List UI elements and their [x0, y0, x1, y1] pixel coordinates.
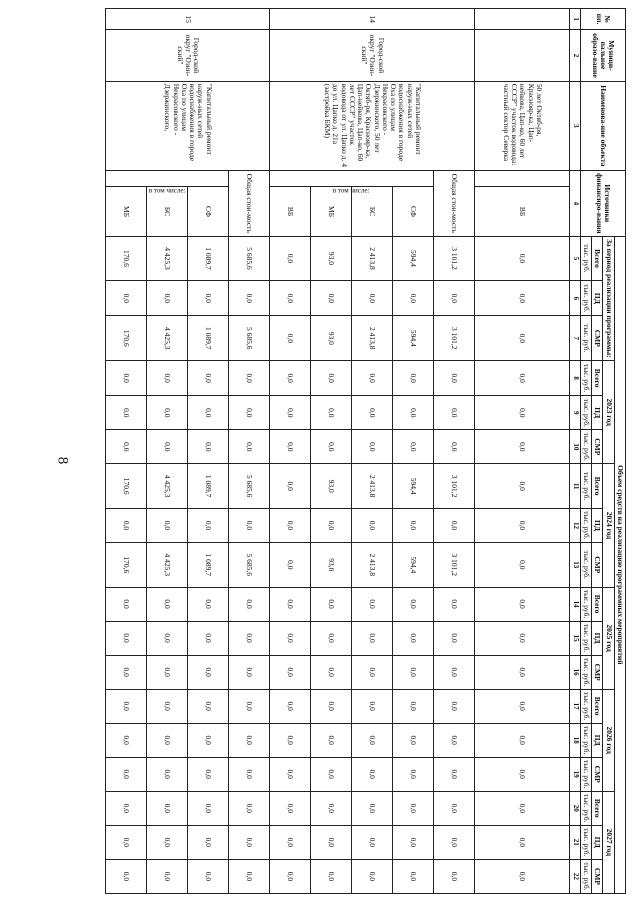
- column-number: 20: [570, 791, 581, 825]
- column-number: 18: [570, 723, 581, 757]
- value-cell: 93,0: [311, 236, 352, 281]
- column-number: 1: [570, 9, 581, 30]
- municipality-14: Город-ской округ "Озин-ский": [270, 30, 475, 82]
- unit-cell: тыс. руб.: [581, 757, 592, 791]
- unit-cell: тыс. руб.: [581, 723, 592, 757]
- value-cell: 0,0: [229, 281, 270, 316]
- header-num: № пп.: [581, 9, 626, 30]
- value-cell: 0,0: [270, 316, 311, 361]
- unit-cell: тыс. руб.: [581, 508, 592, 542]
- value-cell: 0,0: [188, 396, 229, 430]
- value-cell: 0,0: [434, 655, 475, 689]
- value-cell: 0,0: [270, 655, 311, 689]
- value-cell: 170,6: [106, 316, 147, 361]
- source-cell: ВБ: [270, 187, 311, 236]
- value-cell: 0,0: [434, 361, 475, 396]
- value-cell: 0,0: [270, 689, 311, 723]
- column-number: 22: [570, 859, 581, 893]
- value-cell: 0,0: [147, 361, 188, 396]
- value-cell: 5 685,6: [229, 236, 270, 281]
- value-cell: 0,0: [434, 396, 475, 430]
- header-funding-group: Объем средств на реализацию программных мероприятий: [614, 236, 625, 893]
- value-cell: 0,0: [147, 396, 188, 430]
- value-cell: 0,0: [229, 859, 270, 893]
- value-cell: 0,0: [229, 791, 270, 825]
- value-cell: 594,4: [393, 542, 434, 587]
- value-cell: 0,0: [106, 655, 147, 689]
- value-cell: 0,0: [229, 361, 270, 396]
- sub-total: Всего: [592, 236, 603, 281]
- unit-cell: тыс. руб.: [581, 655, 592, 689]
- value-cell: 0,0: [229, 723, 270, 757]
- column-numbers-row: [570, 9, 581, 894]
- sub-pd: ПД: [592, 621, 603, 655]
- sub-smr: СМР: [592, 316, 603, 361]
- value-cell: 0,0: [311, 689, 352, 723]
- value-cell: 0,0: [188, 587, 229, 621]
- value-cell: 0,0: [393, 655, 434, 689]
- header-row-1: [614, 9, 625, 894]
- value-cell: 0,0: [147, 621, 188, 655]
- column-number: 3: [570, 81, 581, 170]
- in-that-number-text: в том числе:: [148, 186, 186, 195]
- column-number: 15: [570, 621, 581, 655]
- value-cell: 0,0: [311, 587, 352, 621]
- value-cell: 0,0: [147, 587, 188, 621]
- value-cell: 0,0: [311, 859, 352, 893]
- value-cell: 170,6: [106, 464, 147, 509]
- unit-cell: тыс. руб.: [581, 825, 592, 859]
- value-cell: 0,0: [311, 757, 352, 791]
- unit-cell: тыс. руб.: [581, 464, 592, 509]
- object-name-cell: 50 лет Октяб-ря, Краснояр-ка, Цап-нейкова, Цап-ко, 60 лет СССР" участок водовода: частный сектор Северка: [475, 81, 570, 170]
- value-cell: 93,0: [311, 316, 352, 361]
- value-cell: 0,0: [393, 430, 434, 464]
- page-number: 8: [54, 456, 71, 465]
- column-number: 6: [570, 281, 581, 316]
- total-cost-label-14: Общая стои-мость: [434, 170, 475, 236]
- value-cell: 0,0: [106, 621, 147, 655]
- column-number: 2: [570, 30, 581, 82]
- sub-smr: СМР: [592, 542, 603, 587]
- value-cell: 0,0: [270, 464, 311, 509]
- value-cell: 0,0: [106, 430, 147, 464]
- value-cell: 0,0: [393, 587, 434, 621]
- value-cell: 0,0: [393, 508, 434, 542]
- value-cell: 0,0: [147, 859, 188, 893]
- value-cell: 170,6: [106, 542, 147, 587]
- value-cell: 0,0: [270, 542, 311, 587]
- unit-cell: тыс. руб.: [581, 587, 592, 621]
- unit-cell: тыс. руб.: [581, 396, 592, 430]
- value-cell: 0,0: [393, 621, 434, 655]
- value-cell: 0,0: [434, 621, 475, 655]
- source-cell: СФ: [393, 187, 434, 236]
- value-cell: 0,0: [229, 655, 270, 689]
- value-cell: 0,0: [352, 281, 393, 316]
- value-cell: 0,0: [475, 316, 570, 361]
- value-cell: 0,0: [393, 791, 434, 825]
- sub-total: Всего: [592, 791, 603, 825]
- value-cell: 0,0: [352, 757, 393, 791]
- sub-total: Всего: [592, 587, 603, 621]
- value-cell: 0,0: [311, 621, 352, 655]
- value-cell: 594,4: [393, 316, 434, 361]
- value-cell: 93,0: [311, 542, 352, 587]
- num-cell: [475, 9, 570, 30]
- header-year-2027: 2027 год: [603, 791, 614, 893]
- unit-cell: тыс. руб.: [581, 430, 592, 464]
- unit-cell: тыс. руб.: [581, 542, 592, 587]
- value-cell: 0,0: [434, 723, 475, 757]
- value-cell: 0,0: [475, 791, 570, 825]
- unit-cell: тыс. руб.: [581, 236, 592, 281]
- value-cell: 0,0: [188, 825, 229, 859]
- sub-total: Всего: [592, 689, 603, 723]
- value-cell: 0,0: [352, 655, 393, 689]
- source-cell: МБ: [311, 187, 352, 236]
- sub-smr: СМР: [592, 655, 603, 689]
- value-cell: 0,0: [147, 791, 188, 825]
- value-cell: 4 425,3: [147, 316, 188, 361]
- in-that-number-text: в том числе:: [333, 186, 370, 195]
- value-cell: 5 685,6: [229, 542, 270, 587]
- column-number: 5: [570, 236, 581, 281]
- value-cell: 0,0: [188, 508, 229, 542]
- value-cell: 0,0: [393, 859, 434, 893]
- column-number: 17: [570, 689, 581, 723]
- value-cell: 0,0: [188, 791, 229, 825]
- funding-table-rotated: [86, 8, 626, 894]
- value-cell: 0,0: [434, 859, 475, 893]
- value-cell: 0,0: [475, 825, 570, 859]
- column-number: 14: [570, 587, 581, 621]
- unit-cell: тыс. руб.: [581, 689, 592, 723]
- value-cell: 4 425,3: [147, 236, 188, 281]
- value-cell: 0,0: [270, 825, 311, 859]
- unit-cell: тыс. руб.: [581, 281, 592, 316]
- row-number-14: 14: [270, 9, 475, 30]
- value-cell: 0,0: [106, 396, 147, 430]
- header-year-2024: 2024 год: [603, 464, 614, 587]
- value-cell: 0,0: [147, 689, 188, 723]
- value-cell: 1 089,7: [188, 316, 229, 361]
- column-number: 4: [570, 170, 581, 236]
- value-cell: 4 425,3: [147, 464, 188, 509]
- value-cell: 0,0: [475, 723, 570, 757]
- value-cell: 3 101,2: [434, 316, 475, 361]
- value-cell: 0,0: [106, 723, 147, 757]
- value-cell: 0,0: [352, 621, 393, 655]
- rotated-table-area: [86, 8, 626, 894]
- value-cell: 0,0: [393, 281, 434, 316]
- value-cell: 0,0: [475, 587, 570, 621]
- sub-pd: ПД: [592, 281, 603, 316]
- column-number: 12: [570, 508, 581, 542]
- value-cell: 0,0: [352, 791, 393, 825]
- value-cell: 0,0: [475, 542, 570, 587]
- value-cell: 0,0: [270, 757, 311, 791]
- sub-smr: СМР: [592, 430, 603, 464]
- value-cell: 0,0: [434, 281, 475, 316]
- value-cell: 0,0: [229, 430, 270, 464]
- value-cell: 0,0: [229, 825, 270, 859]
- value-cell: 0,0: [475, 396, 570, 430]
- value-cell: 0,0: [270, 361, 311, 396]
- funding-table: [105, 8, 626, 894]
- value-cell: 0,0: [270, 791, 311, 825]
- value-cell: 0,0: [188, 655, 229, 689]
- value-cell: 0,0: [352, 361, 393, 396]
- value-cell: 0,0: [106, 281, 147, 316]
- value-cell: 3 101,2: [434, 464, 475, 509]
- value-cell: 170,6: [106, 236, 147, 281]
- value-cell: 0,0: [188, 689, 229, 723]
- value-cell: 0,0: [311, 508, 352, 542]
- value-cell: 0,0: [188, 361, 229, 396]
- column-number: 7: [570, 316, 581, 361]
- value-cell: 0,0: [106, 587, 147, 621]
- value-cell: 0,0: [270, 281, 311, 316]
- value-cell: 0,0: [352, 825, 393, 859]
- value-cell: 2 413,8: [352, 236, 393, 281]
- header-year-2025: 2025 год: [603, 587, 614, 689]
- value-cell: 0,0: [270, 587, 311, 621]
- value-cell: 0,0: [352, 723, 393, 757]
- value-cell: 0,0: [229, 689, 270, 723]
- value-cell: 0,0: [475, 236, 570, 281]
- value-cell: 3 101,2: [434, 236, 475, 281]
- header-year-2026: 2026 год: [603, 689, 614, 791]
- value-cell: 1 089,7: [188, 464, 229, 509]
- header-object-name: Наименова-ние объекта: [581, 81, 626, 170]
- sub-smr: СМР: [592, 859, 603, 893]
- value-cell: 0,0: [393, 723, 434, 757]
- value-cell: 0,0: [147, 508, 188, 542]
- column-number: 13: [570, 542, 581, 587]
- value-cell: 0,0: [188, 621, 229, 655]
- value-cell: 0,0: [270, 430, 311, 464]
- value-cell: 0,0: [311, 396, 352, 430]
- value-cell: 0,0: [188, 757, 229, 791]
- value-cell: 0,0: [352, 396, 393, 430]
- column-number: 19: [570, 757, 581, 791]
- value-cell: 0,0: [106, 859, 147, 893]
- header-period-group: За период реализации программы:: [603, 236, 614, 360]
- row-number-15: 15: [106, 9, 270, 30]
- value-cell: 0,0: [311, 430, 352, 464]
- value-cell: 0,0: [475, 430, 570, 464]
- column-number: 21: [570, 825, 581, 859]
- value-cell: 0,0: [311, 361, 352, 396]
- source-cell: БС: [147, 187, 188, 236]
- sub-pd: ПД: [592, 396, 603, 430]
- in-that-number-label: [106, 170, 229, 195]
- value-cell: 0,0: [229, 587, 270, 621]
- sub-pd: ПД: [592, 825, 603, 859]
- value-cell: 0,0: [270, 508, 311, 542]
- municipality-15: Город-ской округ "Озин-ский": [106, 30, 270, 82]
- unit-cell: тыс. руб.: [581, 791, 592, 825]
- value-cell: 5 685,6: [229, 464, 270, 509]
- value-cell: 0,0: [106, 825, 147, 859]
- value-cell: 594,4: [393, 236, 434, 281]
- value-cell: 0,0: [475, 361, 570, 396]
- value-cell: 0,0: [188, 723, 229, 757]
- value-cell: 0,0: [106, 361, 147, 396]
- column-number: 8: [570, 361, 581, 396]
- value-cell: 0,0: [434, 430, 475, 464]
- value-cell: 0,0: [475, 508, 570, 542]
- value-cell: 0,0: [188, 281, 229, 316]
- column-number: 10: [570, 430, 581, 464]
- value-cell: 3 101,2: [434, 542, 475, 587]
- value-cell: 0,0: [270, 621, 311, 655]
- value-cell: 0,0: [147, 281, 188, 316]
- value-cell: 0,0: [434, 689, 475, 723]
- value-cell: 0,0: [393, 396, 434, 430]
- value-cell: 93,0: [311, 464, 352, 509]
- value-cell: 0,0: [475, 464, 570, 509]
- value-cell: 0,0: [229, 621, 270, 655]
- value-cell: 0,0: [311, 723, 352, 757]
- value-cell: 0,0: [147, 655, 188, 689]
- value-cell: 0,0: [106, 689, 147, 723]
- source-cell: МБ: [106, 187, 147, 236]
- value-cell: 0,0: [229, 396, 270, 430]
- column-number: 9: [570, 396, 581, 430]
- value-cell: 594,4: [393, 464, 434, 509]
- value-cell: 0,0: [188, 859, 229, 893]
- value-cell: 1 089,7: [188, 236, 229, 281]
- table-row-continuation: [475, 9, 570, 894]
- value-cell: 0,0: [434, 508, 475, 542]
- value-cell: 4 425,3: [147, 542, 188, 587]
- value-cell: 0,0: [475, 655, 570, 689]
- value-cell: 0,0: [311, 825, 352, 859]
- value-cell: 0,0: [270, 723, 311, 757]
- value-cell: 0,0: [434, 825, 475, 859]
- value-cell: 0,0: [270, 859, 311, 893]
- source-cell: БС: [352, 187, 393, 236]
- value-cell: 0,0: [106, 508, 147, 542]
- source-cell: ВБ: [475, 187, 570, 236]
- municipality-cell: [475, 30, 570, 82]
- sub-total: Всего: [592, 361, 603, 396]
- header-year-2023: 2023 год: [603, 361, 614, 464]
- value-cell: 0,0: [434, 757, 475, 791]
- header-municipality: Муници-пальное образо-вание: [581, 30, 626, 82]
- value-cell: 0,0: [393, 757, 434, 791]
- sub-total: Всего: [592, 464, 603, 509]
- table-row-15-total: [229, 9, 270, 894]
- value-cell: 0,0: [434, 587, 475, 621]
- value-cell: 0,0: [106, 757, 147, 791]
- value-cell: 0,0: [229, 508, 270, 542]
- value-cell: 0,0: [147, 757, 188, 791]
- value-cell: 0,0: [229, 757, 270, 791]
- value-cell: 0,0: [188, 430, 229, 464]
- value-cell: 0,0: [270, 236, 311, 281]
- header-source: Источники финансиро-вания: [581, 170, 626, 236]
- table-row-14-total: [434, 9, 475, 894]
- object-name-14: "Капитальный ремонт наруж-ных сетей водоснабжения в городе Оха по улицам Некрасовского - Дзержинского, 50 лет Октяб-ря, Краснояр-ка, Цап-нейкова, Цап-ко, 60 лет СССР" участок водовода от ул. Цапко д. 4 до ул. Цапко д. 21а (застройка БКМ): [270, 81, 475, 170]
- value-cell: 0,0: [352, 508, 393, 542]
- value-cell: 1 089,7: [188, 542, 229, 587]
- value-cell: 0,0: [475, 689, 570, 723]
- unit-cell: тыс. руб.: [581, 361, 592, 396]
- value-cell: 0,0: [434, 791, 475, 825]
- value-cell: 0,0: [270, 396, 311, 430]
- value-cell: 0,0: [311, 655, 352, 689]
- value-cell: 0,0: [352, 689, 393, 723]
- value-cell: 5 685,6: [229, 316, 270, 361]
- value-cell: 0,0: [393, 689, 434, 723]
- value-cell: 2 413,8: [352, 542, 393, 587]
- value-cell: 0,0: [147, 723, 188, 757]
- in-that-number-cell: [475, 170, 570, 186]
- value-cell: 0,0: [393, 361, 434, 396]
- source-cell: СФ: [188, 187, 229, 236]
- total-cost-label-15: Общая стои-мость: [229, 170, 270, 236]
- value-cell: 0,0: [352, 587, 393, 621]
- sub-pd: ПД: [592, 508, 603, 542]
- in-that-number-label: [270, 170, 434, 195]
- value-cell: 0,0: [352, 859, 393, 893]
- value-cell: 0,0: [311, 281, 352, 316]
- value-cell: 0,0: [352, 430, 393, 464]
- unit-cell: тыс. руб.: [581, 316, 592, 361]
- value-cell: 0,0: [311, 791, 352, 825]
- value-cell: 0,0: [475, 757, 570, 791]
- unit-cell: тыс. руб.: [581, 859, 592, 893]
- value-cell: 0,0: [106, 791, 147, 825]
- sub-pd: ПД: [592, 723, 603, 757]
- value-cell: 0,0: [475, 281, 570, 316]
- value-cell: 0,0: [475, 859, 570, 893]
- value-cell: 0,0: [393, 825, 434, 859]
- column-number: 11: [570, 464, 581, 509]
- value-cell: 0,0: [147, 825, 188, 859]
- object-name-15: "Капитальный ремонт наруж-ных сетей водоснабжения в городе Оха по улицам Некрасовского - Дзержинского,: [106, 81, 270, 170]
- value-cell: 2 413,8: [352, 316, 393, 361]
- unit-cell: тыс. руб.: [581, 621, 592, 655]
- value-cell: 0,0: [147, 430, 188, 464]
- value-cell: 2 413,8: [352, 464, 393, 509]
- value-cell: 0,0: [475, 621, 570, 655]
- sub-smr: СМР: [592, 757, 603, 791]
- column-number: 16: [570, 655, 581, 689]
